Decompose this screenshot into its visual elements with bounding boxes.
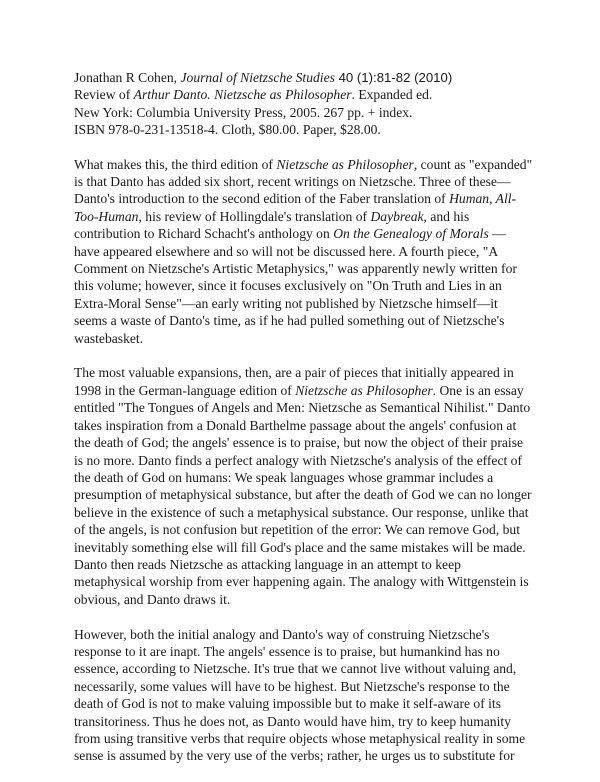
text-run: — have appeared elsewhere and so will not be discussed here. A fourth piece, "A Comment on Nietzsche's Artistic Metaphysics," was apparently newly written for this volume; however, since it focuses exclusively on "On Truth and Lies in an Extra-Moral Sense"—an early writing not published by Nietzsche himself—it seems a waste of Danto's time, as if he had pulled something out of Nietzsche's wastebasket. [74,226,517,346]
text-run: , count as "expanded" is that Danto has added six short, recent writings on Nietzsche. Three of these—Danto's introduction to the second edition of the Faber translation of [74,156,533,207]
italic-title: Human, All-Too-Human [74,191,517,224]
text-run: What makes this, the third edition of [74,156,277,172]
italic-title: On the Genealogy of Morals [333,226,489,242]
text-run: , and his contribution to Richard Schacht's anthology on [74,208,470,242]
journal-title: Journal of Nietzsche Studies [180,70,335,85]
paragraph-1 [74,156,534,347]
journal-citation: 40 (1):81-82 (2010) [334,70,453,85]
italic-title: Nietzsche as Philosopher [295,382,433,398]
review-line [74,86,534,103]
document-page [74,69,534,782]
paragraph-3 [74,626,534,765]
book-edition: . Expanded ed. [351,87,433,103]
publisher-line: New York: Columbia University Press, 2005. 267 pp. + index. [74,104,413,120]
paragraph-2 [74,364,534,608]
isbn-line: ISBN 978-0-231-13518-4. Cloth, $80.00. Paper, $28.00. [74,122,381,138]
review-prefix: Review of [74,87,134,103]
citation-header [74,69,534,139]
text-run: , his review of Hollingdale's translation of [138,208,371,224]
text-run: The most valuable expansions, then, are a pair of pieces that initially appeared in 1998 in the German-language edition of [74,365,514,398]
book-title: Arthur Danto. Nietzsche as Philosopher [133,87,352,103]
italic-title: Nietzsche as Philosopher [276,156,414,172]
text-run: . One is an essay entitled "The Tongues of Angels and Men: Nietzsche as Semantical Nihilist." Danto takes inspiration from a Donald Barthelme passage about the angels' confusion at the death of God; the angels' essence is to praise, but now the object of their praise is no more. Danto finds a perfect analogy with Nietzsche's analysis of the effect of the death of God on humans: We speak languages whose grammar includes a presumption of metaphysical substance, but after the death of God we can no longer believe in the existence of such a metaphysical substance. Our response, unlike that of the angels, is not confusion but repetition of the error: We can remove God, but inevitably something else will fill God's place and the same mistakes will be made. Danto then reads Nietzsche as attacking language in an attempt to keep metaphysical worship from ever happening again. The analogy with Wittgenstein is obvious, and Danto draws it. [74,382,532,607]
text-run: However, both the initial analogy and Danto's way of construing Nietzsche's response to it are inapt. The angels' essence is to praise, but humankind has no essence, according to Nietzsche. It's true that we cannot live without valuing and, necessarily, some values will have to be highest. But Nietzsche's response to the death of God is not to make valuing impossible but to make it self-aware of its transitoriness. Thus he does not, as Danto would have him, try to keep humanity from using transitive verbs that require objects whose metaphysical reality in some sense is assumed by the very use of the verbs; rather, he urges us to substitute for [74,626,526,764]
italic-title: Daybreak [370,208,424,224]
citation-line [74,69,534,86]
author-name: Jonathan R Cohen, [74,70,181,85]
